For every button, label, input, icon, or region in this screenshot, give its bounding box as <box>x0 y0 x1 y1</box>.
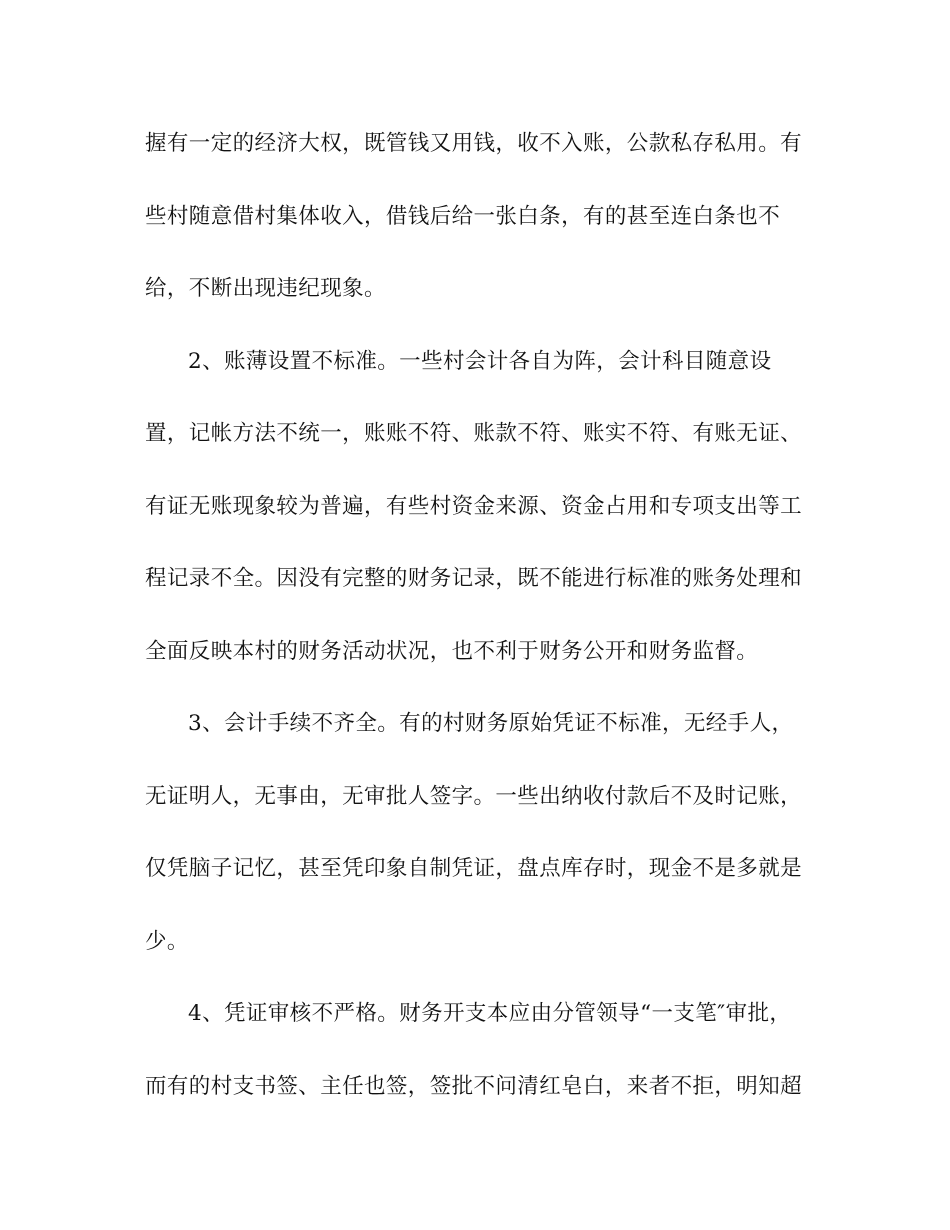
text-line: 仅凭脑子记忆，甚至凭印象自制凭证，盘点库存时，现金不是多就是 <box>145 856 803 881</box>
text-line: 些村随意借村集体收入，借钱后给一张白条，有的甚至连白条也不 <box>145 203 781 229</box>
text-line: 给，不断出现违纪现象。 <box>145 276 386 301</box>
text-line: 有证无账现象较为普遍，有些村资金来源、资金占用和专项支出等工 <box>145 493 803 519</box>
text-line: 置，记帐方法不统一，账账不符、账款不符、账实不符、有账无证、 <box>145 421 803 446</box>
text-line: 程记录不全。因没有完整的财务记录，既不能进行标准的账务处理和 <box>145 566 803 591</box>
text-line: 而有的村支书签、主任也签，签批不问清红皂白，来者不拒，明知超 <box>145 1073 803 1099</box>
paragraph-first-line: 2、账薄设置不标准。一些村会计各自为阵，会计科目随意设 <box>188 348 772 374</box>
text-line: 全面反映本村的财务活动状况，也不利于财务公开和财务监督。 <box>145 638 759 664</box>
body-text <box>145 124 805 1139</box>
text-line: 无证明人，无事由，无审批人签字。一些出纳收付款后不及时记账， <box>145 783 803 809</box>
text-line: 少。 <box>145 928 189 954</box>
paragraph-first-line: 3、会计手续不齐全。有的村财务原始凭证不标准，无经手人， <box>188 711 794 736</box>
paragraph-first-line: 4、凭证审核不严格。财务开支本应由分管领导“一支笔″审批， <box>188 1001 792 1026</box>
text-line: 握有一定的经济大权，既管钱又用钱，收不入账，公款私存私用。有 <box>145 131 803 156</box>
